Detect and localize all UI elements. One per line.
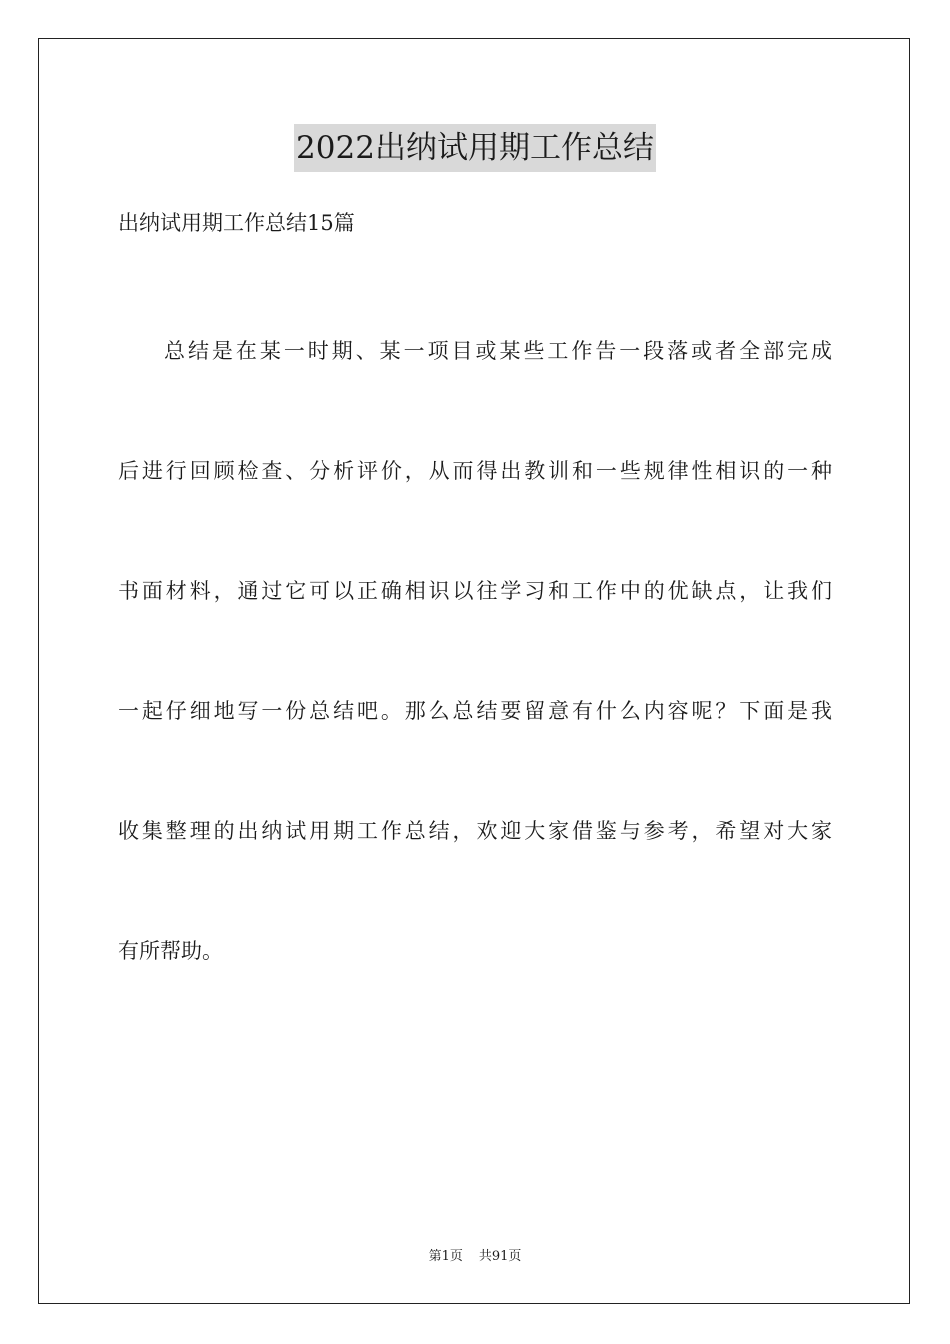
paragraph-line: 有所帮助。 <box>118 939 223 963</box>
paragraph-line: 一起仔细地写一份总结吧。那么总结要留意有什么内容呢？下面是我 <box>118 699 832 723</box>
paragraph-line: 总结是在某一时期、某一项目或某些工作告一段落或者全部完成 <box>164 339 832 363</box>
paragraph-line: 书面材料，通过它可以正确相识以往学习和工作中的优缺点，让我们 <box>118 579 832 603</box>
document-title: 2022出纳试用期工作总结 <box>294 124 656 172</box>
page-number: 第1页 <box>428 1249 463 1264</box>
page-footer <box>0 1247 950 1267</box>
paragraph-line: 后进行回顾检查、分析评价，从而得出教训和一些规律性相识的一种 <box>118 459 832 483</box>
title-wrap <box>0 124 950 172</box>
paragraph-line: 收集整理的出纳试用期工作总结，欢迎大家借鉴与参考，希望对大家 <box>118 819 832 843</box>
page-total: 共91页 <box>478 1249 522 1264</box>
document-subtitle: 出纳试用期工作总结15篇 <box>118 211 355 235</box>
